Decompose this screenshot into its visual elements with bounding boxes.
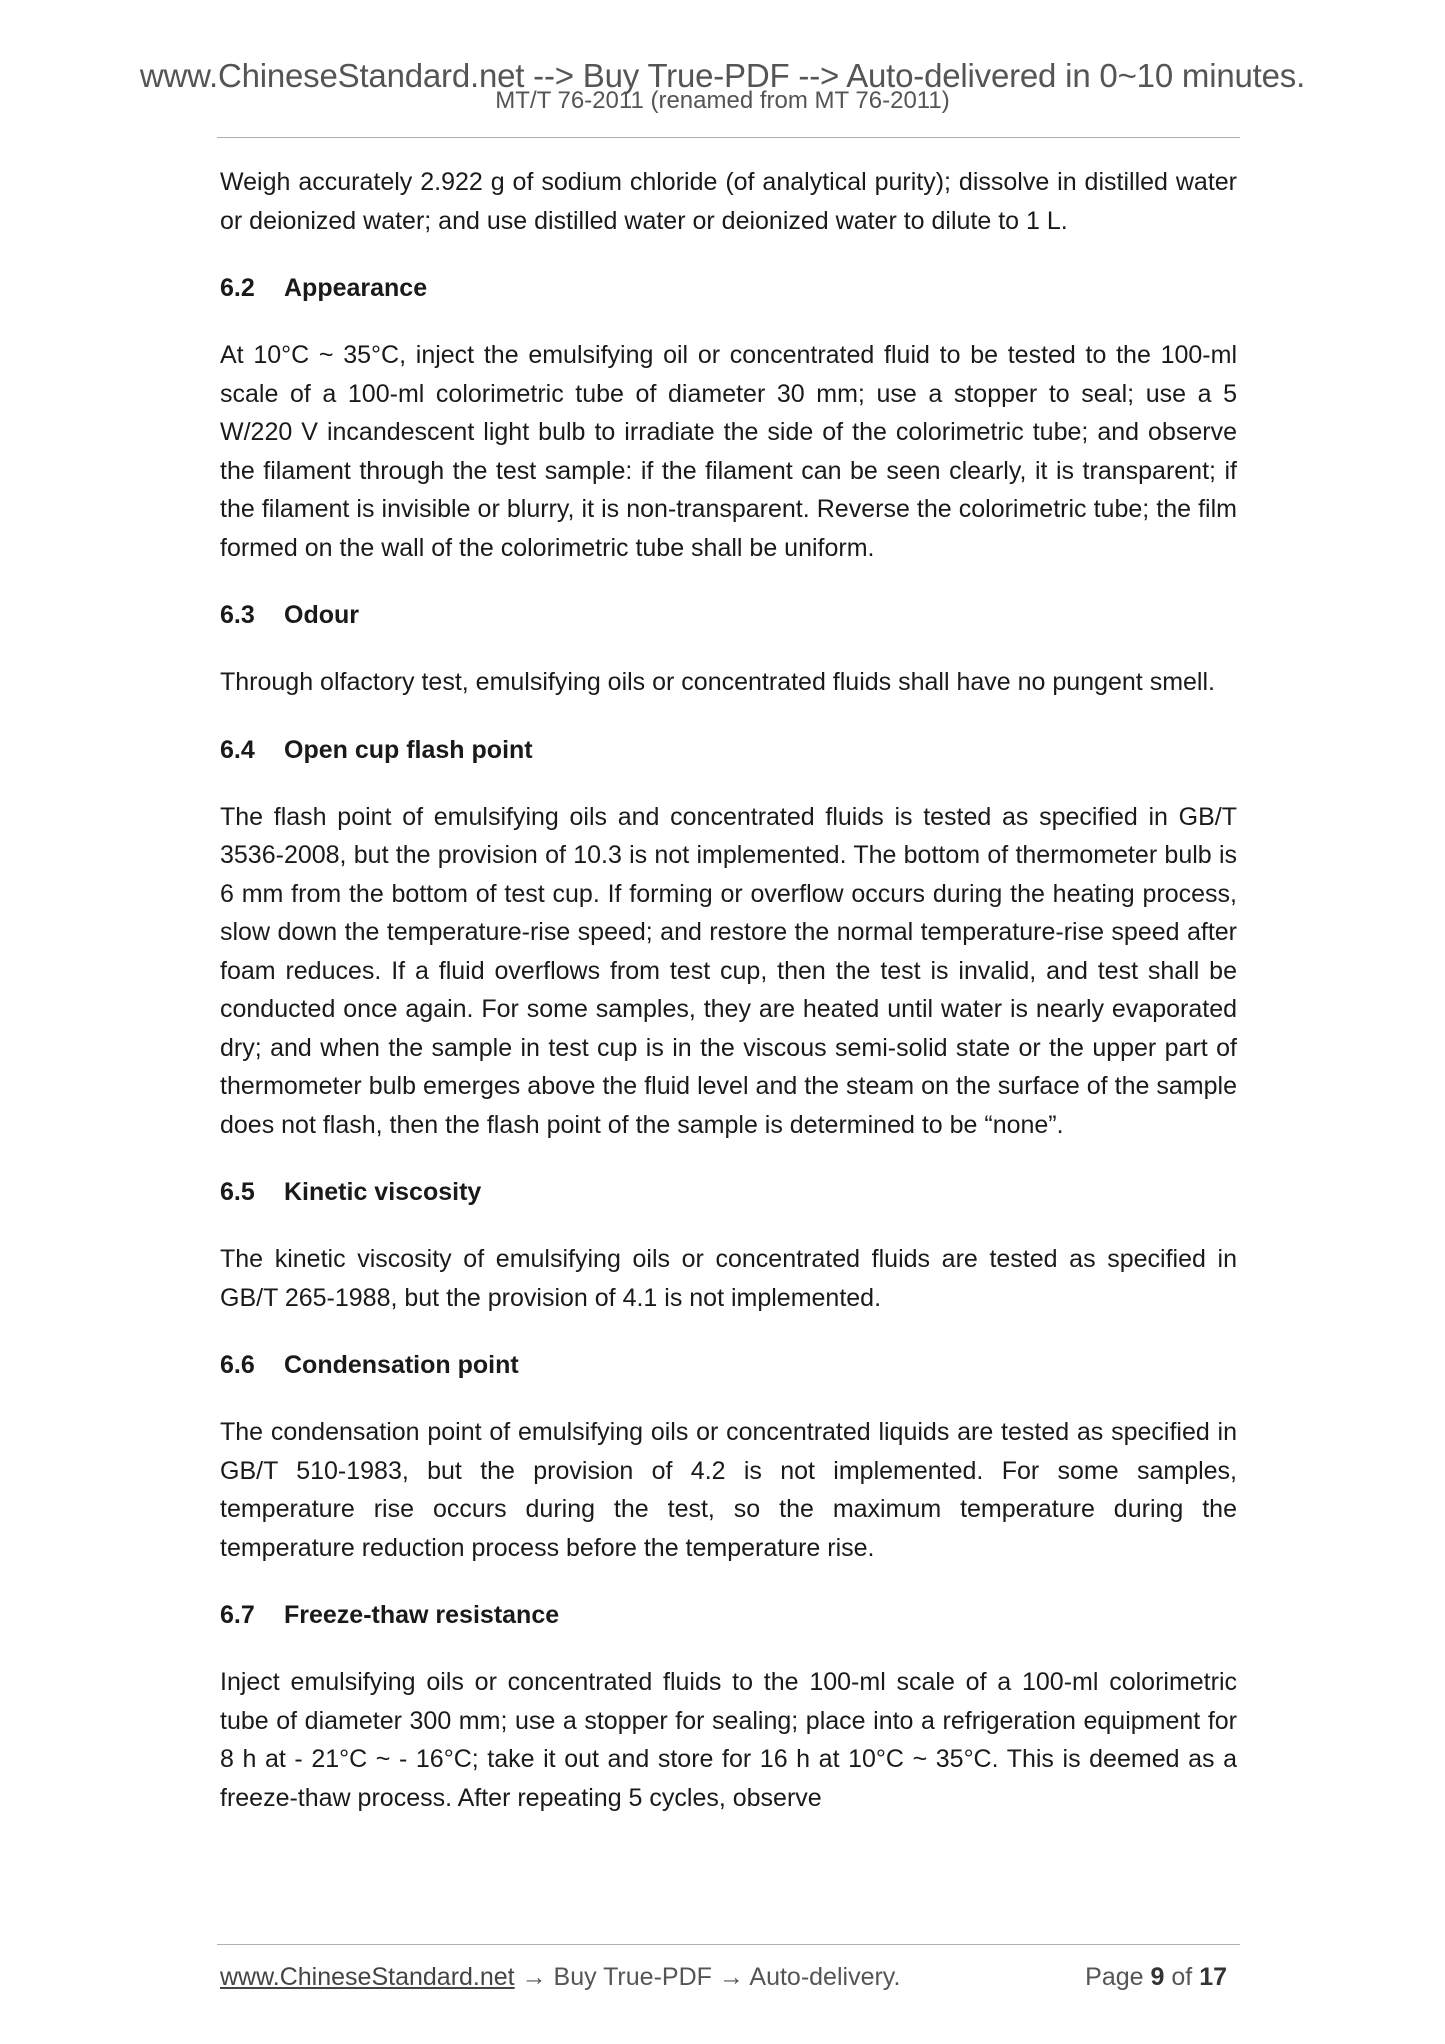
- section-heading-6-7: [220, 1596, 1237, 1634]
- footer-divider: [217, 1944, 1240, 1945]
- section-title: Freeze-thaw resistance: [284, 1601, 560, 1629]
- footer-site-link[interactable]: www.ChineseStandard.net: [220, 1963, 515, 1991]
- section-title: Odour: [284, 601, 359, 629]
- standard-id: MT/T 76-2011 (renamed from MT 76-2011): [495, 87, 950, 114]
- section-paragraph-6-3: Through olfactory test, emulsifying oils or concentrated fluids shall have no pungent smell.: [220, 668, 1215, 696]
- section-title: Open cup flash point: [284, 735, 533, 764]
- header-banner-text[interactable]: www.ChineseStandard.net --> Buy True-PDF --> Auto-delivered in 0~10 minutes.: [139, 57, 1306, 94]
- section-heading-6-3: [220, 596, 1237, 634]
- page-number: 9: [1150, 1963, 1165, 1991]
- section-heading-6-6: [220, 1346, 1237, 1384]
- intro-paragraph: Weigh accurately 2.922 g of sodium chloride (of analytical purity); dissolve in distilled water or deionized water; and use distilled water or deionized water to dilute to 1 L.: [220, 168, 1237, 235]
- document-body: [220, 163, 1237, 1846]
- of-word: of: [1171, 1963, 1193, 1991]
- section-paragraph-6-4: The flash point of emulsifying oils and concentrated fluids is tested as specified in GB/T 3536-2008, but the provision of 10.3 is not implemented. The bottom of thermometer bulb is 6 mm from the bottom of test cup. If forming or overflow occurs during the heating process, slow down the temperature-rise speed; and restore the normal temperature-rise speed after foam reduces. If a fluid overflows from test cup, then the test is invalid, and test shall be conducted once again. For some samples, they are heated until water is nearly evaporated dry; and when the sample in test cup is in the viscous semi-solid state or the upper part of thermometer bulb emerges above the fluid level and the steam on the surface of the sample does not flash, then the flash point of the sample is determined to be “none”.: [220, 802, 1237, 1139]
- section-number: 6.4: [220, 735, 255, 764]
- section-number: 6.7: [220, 1601, 255, 1629]
- footer-banner-text: → Buy True-PDF → Auto-delivery.: [514, 1963, 901, 1991]
- section-number: 6.5: [220, 1178, 255, 1206]
- section-number: 6.2: [220, 274, 255, 302]
- section-number: 6.6: [220, 1351, 255, 1379]
- header-divider: [217, 137, 1240, 138]
- section-heading-6-4: [220, 731, 1237, 769]
- section-heading-6-2: [220, 269, 1237, 307]
- section-paragraph-6-5: The kinetic viscosity of emulsifying oils or concentrated fluids are tested as specified in GB/T 265-1988, but the provision of 4.1 is not implemented.: [220, 1245, 1237, 1312]
- section-title: Condensation point: [284, 1351, 519, 1379]
- footer-banner: [220, 1960, 900, 1994]
- section-paragraph-6-6: The condensation point of emulsifying oils or concentrated liquids are tested as specified in GB/T 510-1983, but the provision of 4.2 is not implemented. For some samples, temperature rise occurs during the test, so the maximum temperature during the temperature reduction process before the temperature rise.: [220, 1418, 1237, 1562]
- section-heading-6-5: [220, 1173, 1237, 1211]
- page-indicator: [1085, 1960, 1227, 1994]
- page-word: Page: [1085, 1963, 1144, 1991]
- section-number: 6.3: [220, 601, 255, 629]
- section-paragraph-6-7: Inject emulsifying oils or concentrated fluids to the 100-ml scale of a 100-ml colorimetric tube of diameter 300 mm; use a stopper for sealing; place into a refrigeration equipment for 8 h at - 21°C ~ - 16°C; take it out and store for 16 h at 10°C ~ 35°C. This is deemed as a freeze-thaw process. After repeating 5 cycles, observe: [220, 1668, 1237, 1812]
- page-header: [0, 58, 1445, 114]
- section-title: Appearance: [284, 274, 428, 302]
- section-title: Kinetic viscosity: [284, 1178, 482, 1206]
- section-paragraph-6-2: At 10°C ~ 35°C, inject the emulsifying oil or concentrated fluid to be tested to the 100-ml scale of a 100-ml colorimetric tube of diameter 30 mm; use a stopper to seal; use a 5 W/220 V incandescent light bulb to irradiate the side of the colorimetric tube; and observe the filament through the test sample: if the filament can be seen clearly, it is transparent; if the filament is invisible or blurry, it is non-transparent. Reverse the colorimetric tube; the film formed on the wall of the colorimetric tube shall be uniform.: [220, 341, 1237, 562]
- page-total: 17: [1199, 1963, 1227, 1991]
